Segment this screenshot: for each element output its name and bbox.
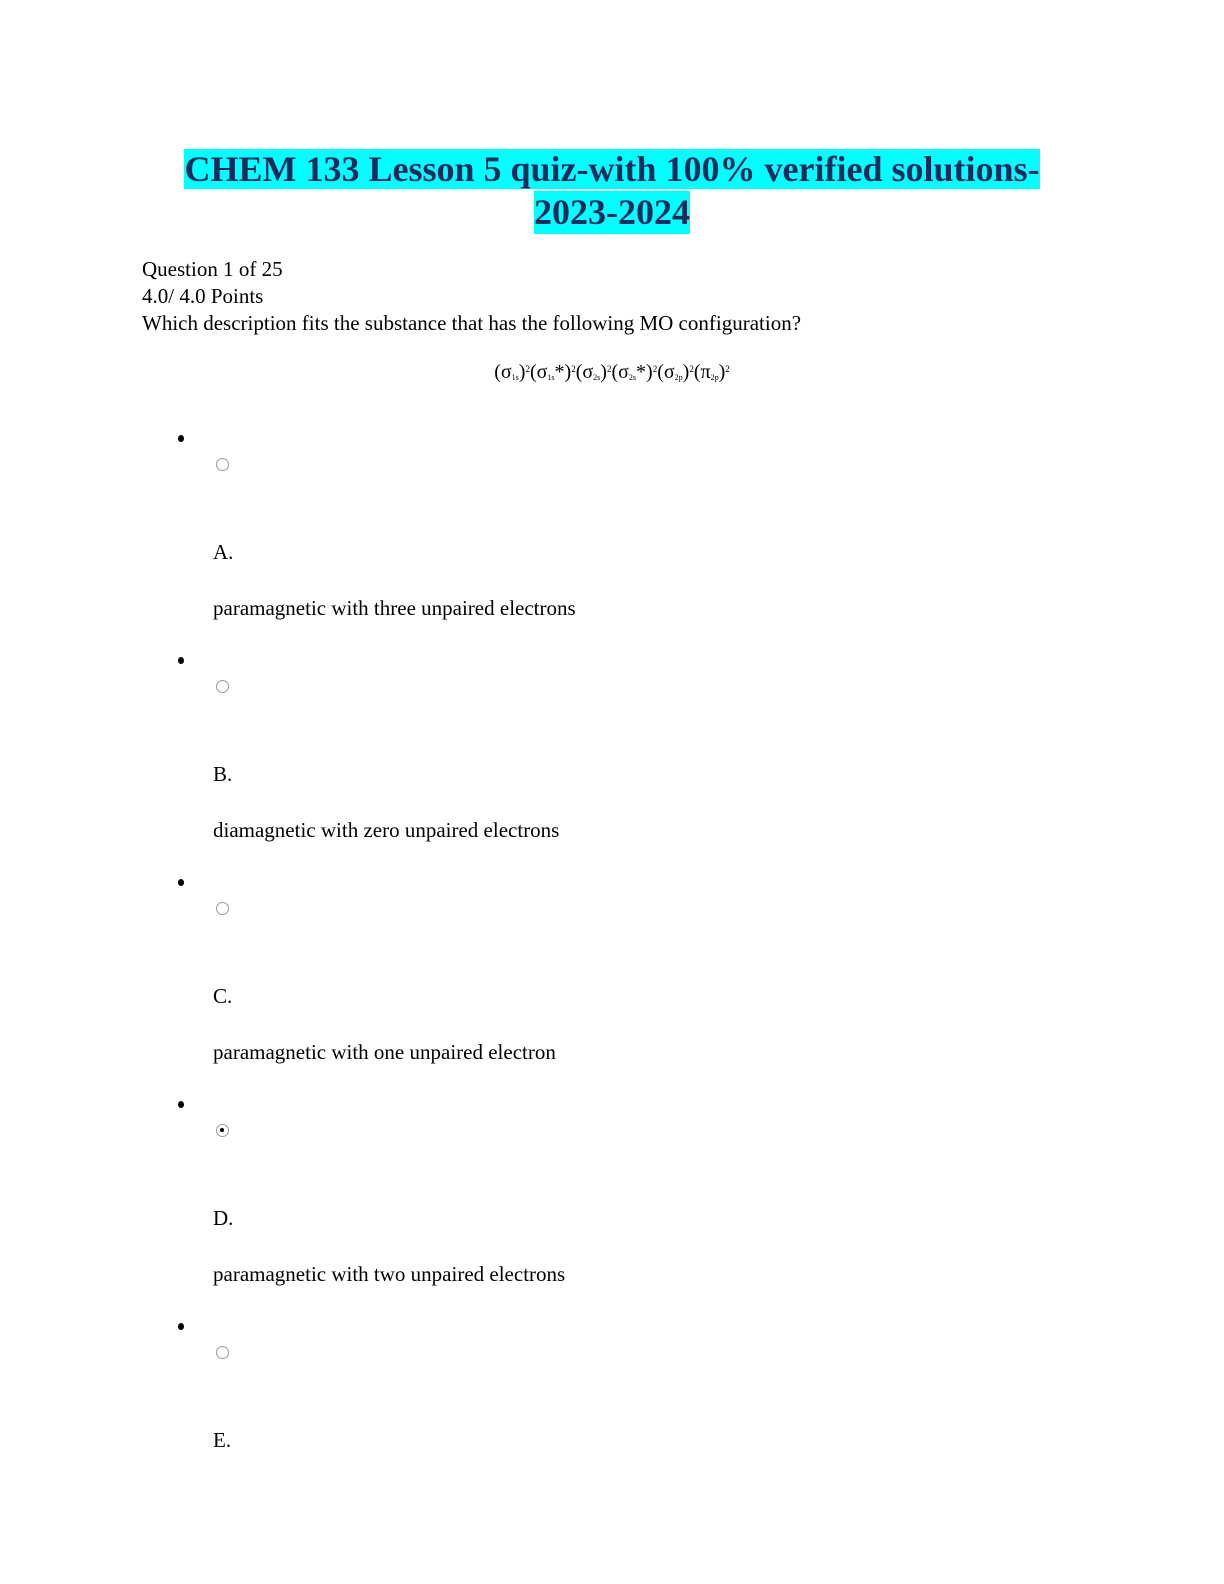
- option-text: paramagnetic with three unpaired electrons: [213, 596, 576, 620]
- answer-option-d: [0, 1101, 1224, 1321]
- bullet-icon: [178, 1323, 184, 1330]
- bullet-icon: [178, 879, 184, 886]
- answer-option-c: [0, 879, 1224, 1099]
- formula-term: $(\sigma_{2s}*)^2$: [611, 361, 658, 383]
- radio-button-c[interactable]: [216, 902, 229, 915]
- formula-term: $(\pi_{2p})^2$: [693, 361, 730, 383]
- question-text: Which description fits the substance that has the following MO configuration?: [142, 311, 802, 335]
- title-line-2: 2023-2024: [534, 192, 690, 232]
- option-letter: E.: [213, 1428, 232, 1452]
- document-title: [0, 148, 1224, 234]
- option-text: diamagnetic with zero unpaired electrons: [213, 818, 560, 842]
- question-points: 4.0/ 4.0 Points: [142, 284, 264, 308]
- option-letter: C.: [213, 984, 233, 1008]
- bullet-icon: [178, 435, 184, 442]
- bullet-icon: [178, 657, 184, 664]
- formula-term: $(\sigma_{1s})^2$: [494, 361, 530, 383]
- option-letter: A.: [213, 540, 234, 564]
- option-letter: B.: [213, 762, 233, 786]
- answer-option-e: [0, 1323, 1224, 1543]
- formula-term: $(\sigma_{2p})^2$: [657, 361, 694, 383]
- option-text: paramagnetic with one unpaired electron: [213, 1040, 556, 1064]
- formula-term: $(\sigma_{1s}*)^2$: [529, 361, 576, 383]
- question-number: Question 1 of 25: [142, 257, 283, 281]
- mo-configuration-formula: [0, 356, 1224, 391]
- option-letter: D.: [213, 1206, 234, 1230]
- answer-option-a: [0, 435, 1224, 655]
- radio-button-a[interactable]: [216, 458, 229, 471]
- radio-button-e[interactable]: [216, 1346, 229, 1359]
- answer-option-b: [0, 657, 1224, 877]
- formula-term: $(\sigma_{2s})^2$: [575, 361, 612, 383]
- title-line-1: CHEM 133 Lesson 5 quiz-with 100% verified solutions-: [184, 149, 1040, 189]
- radio-button-b[interactable]: [216, 680, 229, 693]
- radio-button-d-selected[interactable]: [216, 1124, 229, 1137]
- bullet-icon: [178, 1101, 184, 1108]
- option-text: paramagnetic with two unpaired electrons: [213, 1262, 566, 1286]
